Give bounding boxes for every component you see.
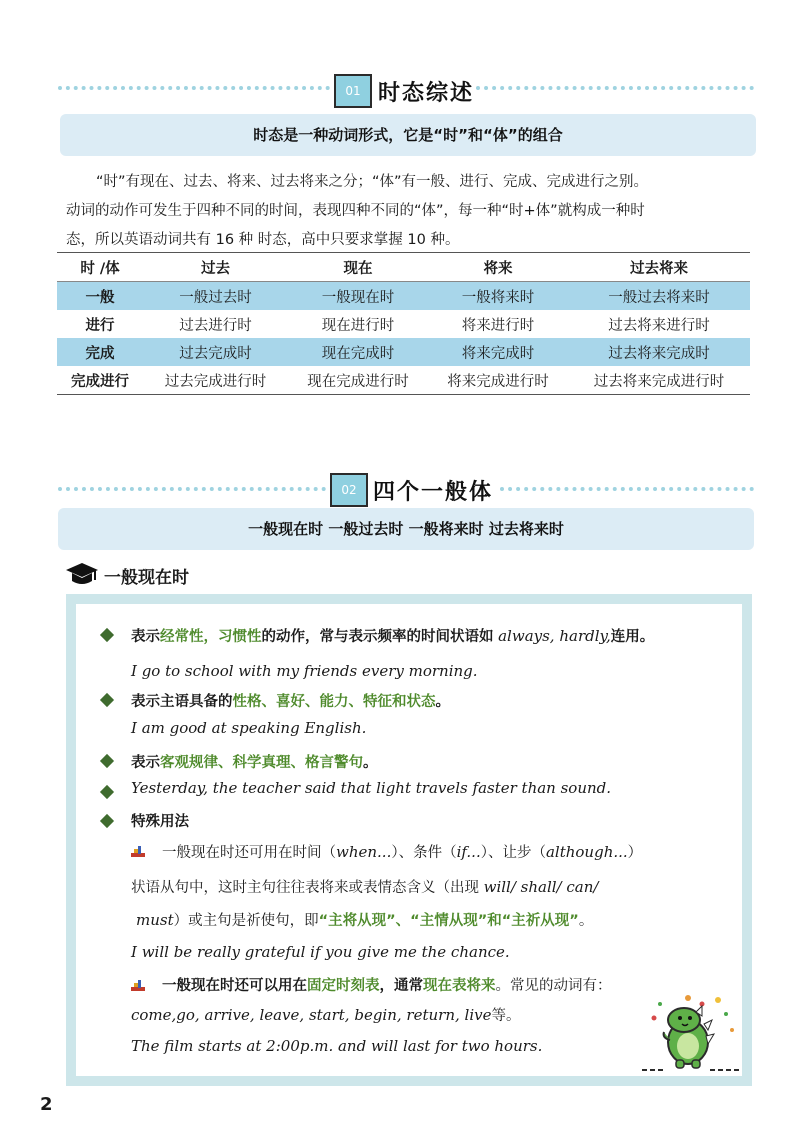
subheading-present-simple: 一般现在时	[104, 568, 189, 588]
table-cell: 完成	[85, 345, 115, 362]
table-cell: 完成进行	[71, 373, 129, 390]
table-cell: 一般过去将来时	[608, 289, 710, 306]
bullet-usage-traits	[131, 690, 450, 711]
flag-bullet-icon	[131, 846, 145, 858]
table-row	[57, 310, 750, 338]
table-cell: 一般过去时	[179, 289, 252, 306]
table-row	[57, 282, 750, 311]
table-cell: 现在完成进行时	[307, 373, 409, 390]
highlight-text: 客观规律、科学真理、格言警句	[160, 755, 363, 771]
example-sentence: I am good at speaking English.	[131, 719, 367, 737]
special-usage-timetable	[162, 974, 612, 995]
section2-divider-left	[58, 487, 326, 491]
page-number: 2	[40, 1094, 53, 1115]
text: ，通常	[379, 978, 423, 994]
special-usage-clauses	[162, 841, 642, 862]
table-header-row	[57, 253, 750, 282]
table-cell: 一般现在时	[321, 289, 395, 306]
section2-banner: 一般现在时 一般过去时 一般将来时 过去将来时	[58, 508, 754, 550]
table-header: 时 /体	[80, 260, 120, 277]
section2-number: 02	[330, 473, 368, 507]
text: 一般现在时还可以用在	[162, 978, 307, 994]
table-cell: 过去将来完成进行时	[593, 373, 725, 390]
english-words: always, hardly,	[498, 627, 611, 645]
section1-banner: 时态是一种动词形式，它是“时”和“体”的组合	[60, 114, 756, 156]
highlight-text: 固定时刻表	[307, 978, 380, 994]
example-sentence: The film starts at 2:00p.m. and will last for two hours.	[131, 1037, 543, 1055]
text: 。	[435, 694, 450, 710]
text: ）、让步（	[480, 845, 546, 861]
section2-title: 四个一般体	[373, 480, 494, 505]
section1-title: 时态综述	[378, 81, 475, 106]
section1-divider-left	[58, 86, 330, 90]
table-row	[57, 338, 750, 366]
table-header: 过去	[201, 260, 230, 277]
section1-divider-right	[476, 86, 754, 90]
table-cell: 现在进行时	[321, 317, 395, 334]
bullet-special-usage: 特殊用法	[131, 814, 189, 830]
table-cell: 一般将来时	[461, 289, 535, 306]
paragraph-line-2: 动词的动作可发生于四种不同的时间，表现四种不同的“体”，每一种“时+体”就构成一种时	[66, 203, 645, 219]
text: 表示	[131, 629, 160, 645]
table-header: 现在	[343, 260, 373, 277]
special-usage-clauses-line3	[136, 909, 593, 930]
table-cell: 现在完成时	[321, 345, 395, 362]
text: 表示	[131, 755, 160, 771]
text: 等。	[491, 1008, 521, 1024]
example-sentence: Yesterday, the teacher said that light travels faster than sound.	[131, 779, 612, 797]
text: 。	[578, 913, 594, 929]
table-cell: 将来完成进行时	[447, 373, 549, 390]
english-words: when...	[336, 843, 392, 861]
dinosaur-illustration	[640, 990, 744, 1076]
english-words: must	[136, 911, 174, 929]
text: 连用。	[610, 629, 655, 645]
table-cell: 将来进行时	[461, 317, 535, 334]
text: 表示主语具备的	[131, 694, 233, 710]
text: 。常见的动词有：	[495, 978, 612, 994]
section1-paragraph	[66, 168, 756, 255]
highlight-text: 经常性，习惯性	[160, 629, 262, 645]
text: 一般现在时还可用在时间（	[162, 845, 336, 861]
table-cell: 过去将来完成时	[608, 345, 710, 362]
table-row	[57, 366, 750, 395]
english-words: although...	[545, 843, 628, 861]
text: ）	[627, 845, 643, 861]
english-words: if...	[456, 843, 481, 861]
section2-divider-right	[500, 487, 754, 491]
highlight-text: 性格、喜好、能力、特征和状态	[232, 694, 436, 710]
english-words: come,go, arrive, leave, start, begin, return, live	[131, 1006, 492, 1024]
section1-number: 01	[334, 74, 372, 108]
text: 的动作，常与表示频率的时间状语如	[261, 629, 494, 645]
english-words: will/ shall/ can/	[483, 878, 599, 896]
bullet-usage-habitual	[131, 625, 654, 646]
flag-bullet-icon	[131, 980, 145, 992]
highlight-text: “主将从现”、“主情从现”和“主祈从现”	[318, 913, 579, 929]
bullet-usage-truths	[131, 751, 378, 772]
paragraph-line-1: “时”有现在、过去、将来、过去将来之分；“体”有一般、进行、完成、完成进行之别。	[96, 174, 649, 190]
paragraph-line-3: 态，所以英语动词共有 16 种 时态，高中只要求掌握 10 种。	[66, 232, 460, 248]
example-sentence: I go to school with my friends every morning.	[131, 662, 478, 680]
verb-list	[131, 1004, 520, 1025]
text: 状语从句中，这时主句往往表将来或表情态含义（出现	[131, 880, 484, 896]
table-cell: 一般	[85, 289, 115, 306]
table-cell: 过去将来进行时	[608, 317, 710, 334]
table-cell: 过去进行时	[179, 317, 252, 334]
table-cell: 将来完成时	[461, 345, 535, 362]
table-header: 过去将来	[630, 260, 688, 277]
example-sentence: I will be really grateful if you give me the chance.	[131, 943, 510, 961]
text: ）、条件（	[391, 845, 457, 861]
text: 。	[363, 755, 378, 771]
special-usage-clauses-line2	[131, 876, 598, 897]
graduation-cap-icon	[64, 560, 100, 590]
table-cell: 过去完成时	[179, 345, 252, 362]
text: ）或主句是祈使句，即	[173, 913, 319, 929]
table-cell: 过去完成进行时	[164, 373, 267, 390]
table-header: 将来	[483, 260, 513, 277]
highlight-text: 现在表将来	[423, 978, 496, 994]
table-cell: 进行	[85, 317, 115, 334]
tense-table	[57, 252, 750, 395]
